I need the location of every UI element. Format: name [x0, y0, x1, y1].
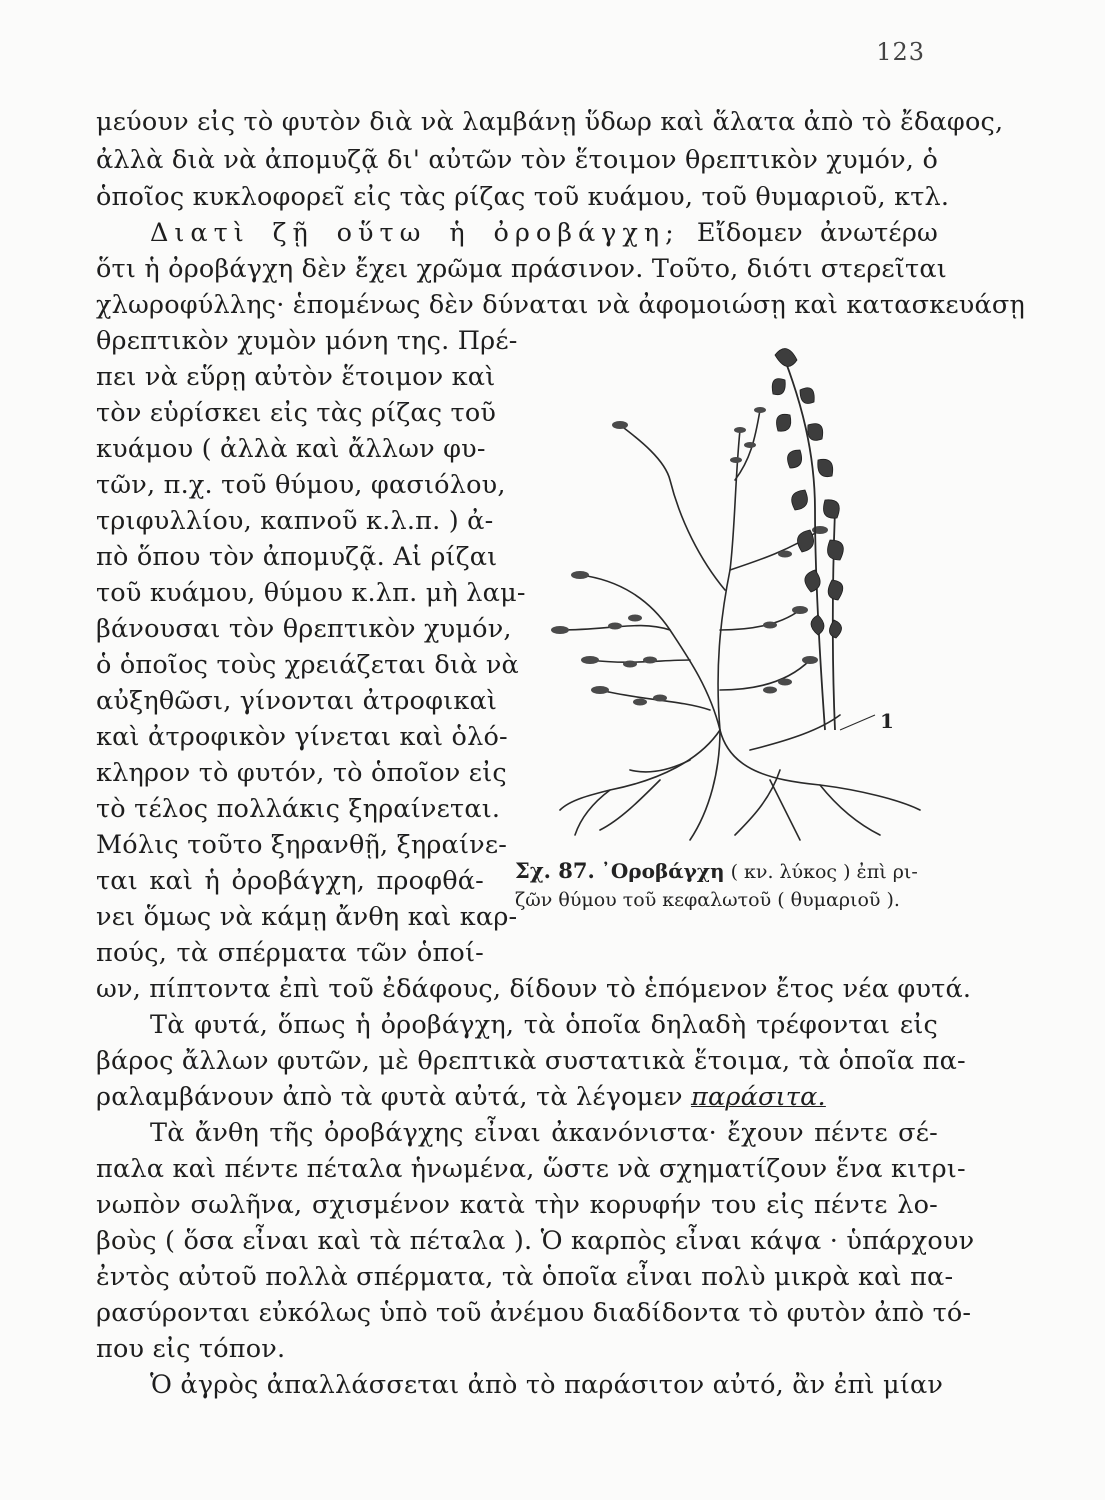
paragraph-heading-line — [150, 215, 938, 251]
text-line: τὸ τέλος πολλάκις ξηραίνεται. — [96, 794, 501, 824]
text-line: Τὰ ἄνθη τῆς ὀροβάγχης εἶναι ἀκανόνιστα· ἔχουν πέντε σέ- — [150, 1118, 938, 1148]
paragraph-heading: Διατὶ ζῇ οὕτω ἡ ὀροβάγχη; — [150, 218, 680, 248]
text-line: κληρον τὸ φυτόν, τὸ ὁποῖον εἰς — [96, 758, 507, 788]
figure-marker: 1 — [880, 709, 894, 733]
text-line: νωπὸν σωλῆνα, σχισμένον κατὰ τὴν κορυφήν του εἰς πέντε λο- — [96, 1190, 938, 1220]
text-line: καὶ ἀτροφικὸν γίνεται καὶ ὁλό- — [96, 722, 508, 752]
page-number: 123 — [876, 38, 925, 66]
text-line: ων, πίπτοντα ἐπὶ τοῦ ἐδάφους, δίδουν τὸ ἑπόμενον ἔτος νέα φυτά. — [96, 974, 972, 1004]
text-line: βοὺς ( ὅσα εἶναι καὶ τὰ πέταλα ). Ὁ καρπὸς εἶναι κάψα · ὑπάρχουν — [96, 1226, 975, 1256]
text-line: που εἰς τόπον. — [96, 1334, 286, 1364]
text-span: Εἴδομεν ἀνωτέρω — [696, 218, 939, 248]
text-line: ἀλλὰ διὰ νὰ ἀπομυζᾷ δι' αὐτῶν τὸν ἕτοιμον θρεπτικὸν χυμόν, ὁ — [96, 145, 938, 175]
text-line: αὐξηθῶσι, γίνονται ἀτροφικαὶ — [96, 686, 498, 716]
text-line: πὸ ὅπου τὸν ἀπομυζᾷ. Αἱ ρίζαι — [96, 542, 498, 572]
caption-name: ᾿Οροβάγχη — [600, 859, 725, 883]
text-line: βάνουσαι τὸν θρεπτικὸν χυμόν, — [96, 614, 512, 644]
orobanche-illustration — [520, 330, 950, 850]
text-line: ἐντὸς αὐτοῦ πολλὰ σπέρματα, τὰ ὁποῖα εἶναι πολὺ μικρὰ καὶ πα- — [96, 1262, 954, 1292]
text-line — [96, 1079, 938, 1115]
text-line: τῶν, π.χ. τοῦ θύμου, φασιόλου, — [96, 470, 506, 500]
text-line: μεύουν εἰς τὸ φυτὸν διὰ νὰ λαμβάνῃ ὕδωρ καὶ ἅλατα ἀπὸ τὸ ἔδαφος, — [96, 107, 1004, 137]
caption-line: ζῶν θύμου τοῦ κεφαλωτοῦ ( θυμαριοῦ ). — [515, 889, 900, 911]
text-line: νει ὅμως νὰ κάμῃ ἄνθη καὶ καρ- — [96, 902, 518, 932]
text-span: ραλαμβάνουν ἀπὸ τὰ φυτὰ αὐτά, τὰ λέγομεν — [96, 1082, 683, 1112]
text-line: κυάμου ( ἀλλὰ καὶ ἄλλων φυ- — [96, 434, 486, 464]
caption-text: ( κν. λύκος ) ἐπὶ ρι- — [730, 861, 918, 883]
caption-label: Σχ. 87. — [515, 858, 595, 883]
text-line: πει νὰ εὕρῃ αὐτὸν ἕτοιμον καὶ — [96, 362, 496, 392]
text-line: ὁ ὁποῖος τοὺς χρειάζεται διὰ νὰ — [96, 650, 519, 680]
text-line: ται καὶ ἡ ὀροβάγχη, προφθά- — [96, 866, 484, 896]
text-line: θρεπτικὸν χυμὸν μόνη της. Πρέ- — [96, 326, 518, 356]
text-line: ὅτι ἡ ὀροβάγχη δὲν ἔχει χρῶμα πράσινον. Τοῦτο, διότι στερεῖται — [96, 254, 947, 284]
text-line: Ὁ ἀγρὸς ἀπαλλάσσεται ἀπὸ τὸ παράσιτον αὐτό, ἂν ἐπὶ μίαν — [150, 1370, 944, 1400]
text-line: τριφυλλίου, καπνοῦ κ.λ.π. ) ἀ- — [96, 506, 494, 536]
text-line: τοῦ κυάμου, θύμου κ.λπ. μὴ λαμ- — [96, 578, 526, 608]
text-line: χλωροφύλλης· ἑπομένως δὲν δύναται νὰ ἀφομοιώσῃ καὶ κατασκευάσῃ — [96, 290, 1025, 320]
text-line: παλα καὶ πέντε πέταλα ἡνωμένα, ὥστε νὰ σχηματίζουν ἕνα κιτρι- — [96, 1154, 966, 1184]
text-line: Μόλις τοῦτο ξηρανθῇ, ξηραίνε- — [96, 830, 508, 860]
caption-line — [515, 857, 955, 886]
text-line: πούς, τὰ σπέρματα τῶν ὁποί- — [96, 938, 484, 968]
text-line: τὸν εὑρίσκει εἰς τὰς ρίζας τοῦ — [96, 398, 497, 428]
text-line: βάρος ἄλλων φυτῶν, μὲ θρεπτικὰ συστατικὰ ἕτοιμα, τὰ ὁποῖα πα- — [96, 1046, 966, 1076]
text-line: Τὰ φυτά, ὅπως ἡ ὀροβάγχη, τὰ ὁποῖα δηλαδὴ τρέφονται εἰς — [150, 1010, 938, 1040]
text-line: ὁποῖος κυκλοφορεῖ εἰς τὰς ρίζας τοῦ κυάμου, τοῦ θυμαριοῦ, κτλ. — [96, 182, 950, 212]
figure-caption — [515, 857, 955, 914]
emphasized-term: παράσιτα. — [691, 1082, 826, 1112]
text-line: ρασύρονται εὐκόλως ὑπὸ τοῦ ἀνέμου διαδίδοντα τὸ φυτὸν ἀπὸ τό- — [96, 1298, 972, 1328]
